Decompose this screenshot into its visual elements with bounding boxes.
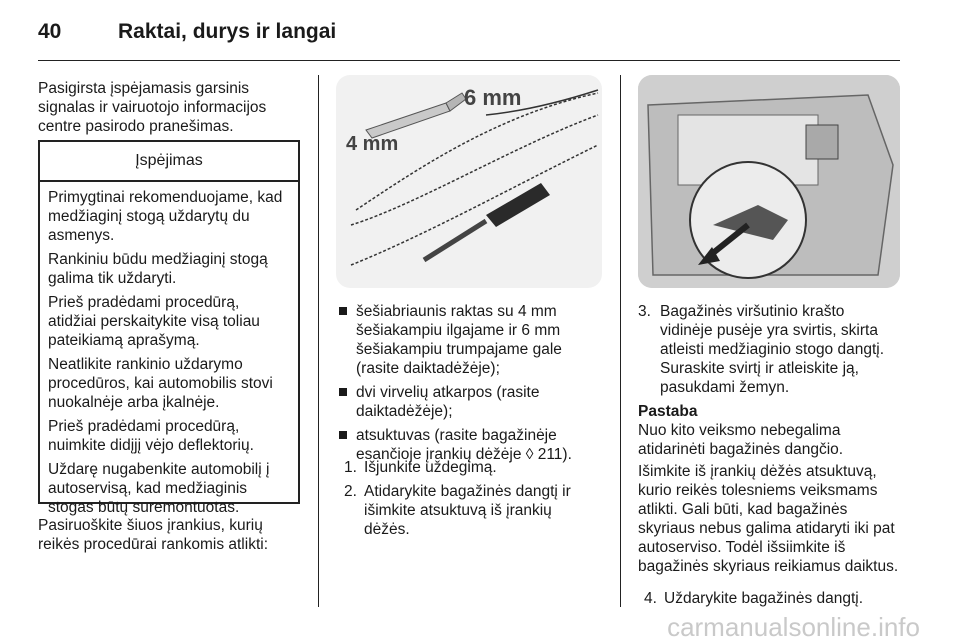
bullet-icon: [339, 388, 347, 396]
column-divider-right: [620, 75, 621, 607]
warning-title: Įspėjimas: [40, 142, 298, 182]
screwdriver-paragraph: Išimkite iš įrankių dėžės atsuktuvą, kurio reikės tolesniems veiksmams atlikti. Gali būti, kad bagažinės skyriaus nebus galima atidaryti iki pat autoserviso. Todėl išsiimkite iš bagažinės skyriaus reikiamus daiktus.: [638, 463, 899, 575]
steps-list-right-end: [644, 589, 900, 613]
bullet-icon: [339, 431, 347, 439]
hex-key-short-arm: [446, 93, 466, 111]
label-4mm: 4 mm: [346, 133, 399, 155]
tools-drawing: [336, 75, 602, 288]
tools-list: [336, 302, 602, 469]
warning-body: [40, 182, 298, 517]
step-item: 2. Atidarykite bagažinės dangtį ir išimkite atsuktuvą iš įrankių dėžės.: [344, 483, 571, 538]
watermark: carmanualsonline.info: [667, 612, 920, 642]
step-item: 4. Uždarykite bagažinės dangtį.: [644, 590, 864, 607]
header-divider: [38, 60, 900, 61]
list-item: dvi virvelių atkarpos (rasite daiktadėžėje);: [336, 383, 602, 421]
outro-paragraph: Pasiruoškite šiuos įrankius, kurių reikės procedūrai rankomis atlikti:: [38, 517, 269, 553]
steps-list-middle: [344, 458, 600, 544]
note-label: Pastaba: [638, 403, 698, 420]
label-6mm: 6 mm: [464, 85, 522, 110]
tools-illustration: [336, 75, 602, 288]
note-block: [638, 402, 900, 459]
steps-list-right: [638, 302, 900, 402]
warning-paragraph: Uždarę nugabenkite automobilį į autoservisą, kad medžiaginis stogas būtų suremontuotas.: [48, 461, 270, 516]
trunk-illustration: [638, 75, 900, 288]
step-item: 3. Bagažinės viršutinio krašto vidinėje pusėje yra svirtis, skirta atleisti medžiaginio stogo dangtį. Suraskite svirtį ir atleiskite ją, pasukdami žemyn.: [638, 303, 885, 396]
bullet-icon: [339, 307, 347, 315]
note-text: Nuo kito veiksmo nebegalima atidarinėti bagažinės dangčio.: [638, 422, 844, 458]
trunk-drawing: [638, 75, 900, 288]
intro-paragraph: Pasigirsta įspėjamasis garsinis signalas ir vairuotojo informacijos centre pasirodo pranešimas.: [38, 80, 267, 135]
warning-paragraph: Prieš pradėdami procedūrą, atidžiai perskaitykite visą toliau pateikiamą aprašymą.: [48, 294, 260, 349]
screwdriver-shaft: [424, 221, 486, 260]
cord-4: [351, 145, 598, 265]
column-divider-left: [318, 75, 319, 607]
page-number: 40: [38, 20, 62, 43]
list-item: atsuktuvas (rasite bagažinėje esančioje įrankių dėžėje ◊ 211).: [336, 426, 602, 464]
release-lever-housing: [806, 125, 838, 159]
page-title: Raktai, durys ir langai: [118, 20, 337, 43]
step-item: 1. Išjunkite uždegimą.: [344, 459, 497, 476]
list-item: šešiabriaunis raktas su 4 mm šešiakampiu ilgajame ir 6 mm šešiakampiu trumpajame gale (rasite daiktadėžėje);: [336, 302, 602, 378]
screwdriver-handle: [486, 183, 550, 227]
warning-paragraph: Primygtinai rekomenduojame, kad medžiaginį stogą uždarytų du asmenys.: [48, 189, 283, 244]
warning-paragraph: Prieš pradėdami procedūrą, nuimkite didįjį vėjo deflektorių.: [48, 418, 254, 454]
warning-box: [38, 140, 300, 516]
warning-paragraph: Rankiniu būdu medžiaginį stogą galima tik uždaryti.: [48, 251, 268, 287]
warning-paragraph: Neatlikite rankinio uždarymo procedūros, kai automobilis stovi nuokalnėje arba įkalnėje.: [48, 356, 273, 411]
